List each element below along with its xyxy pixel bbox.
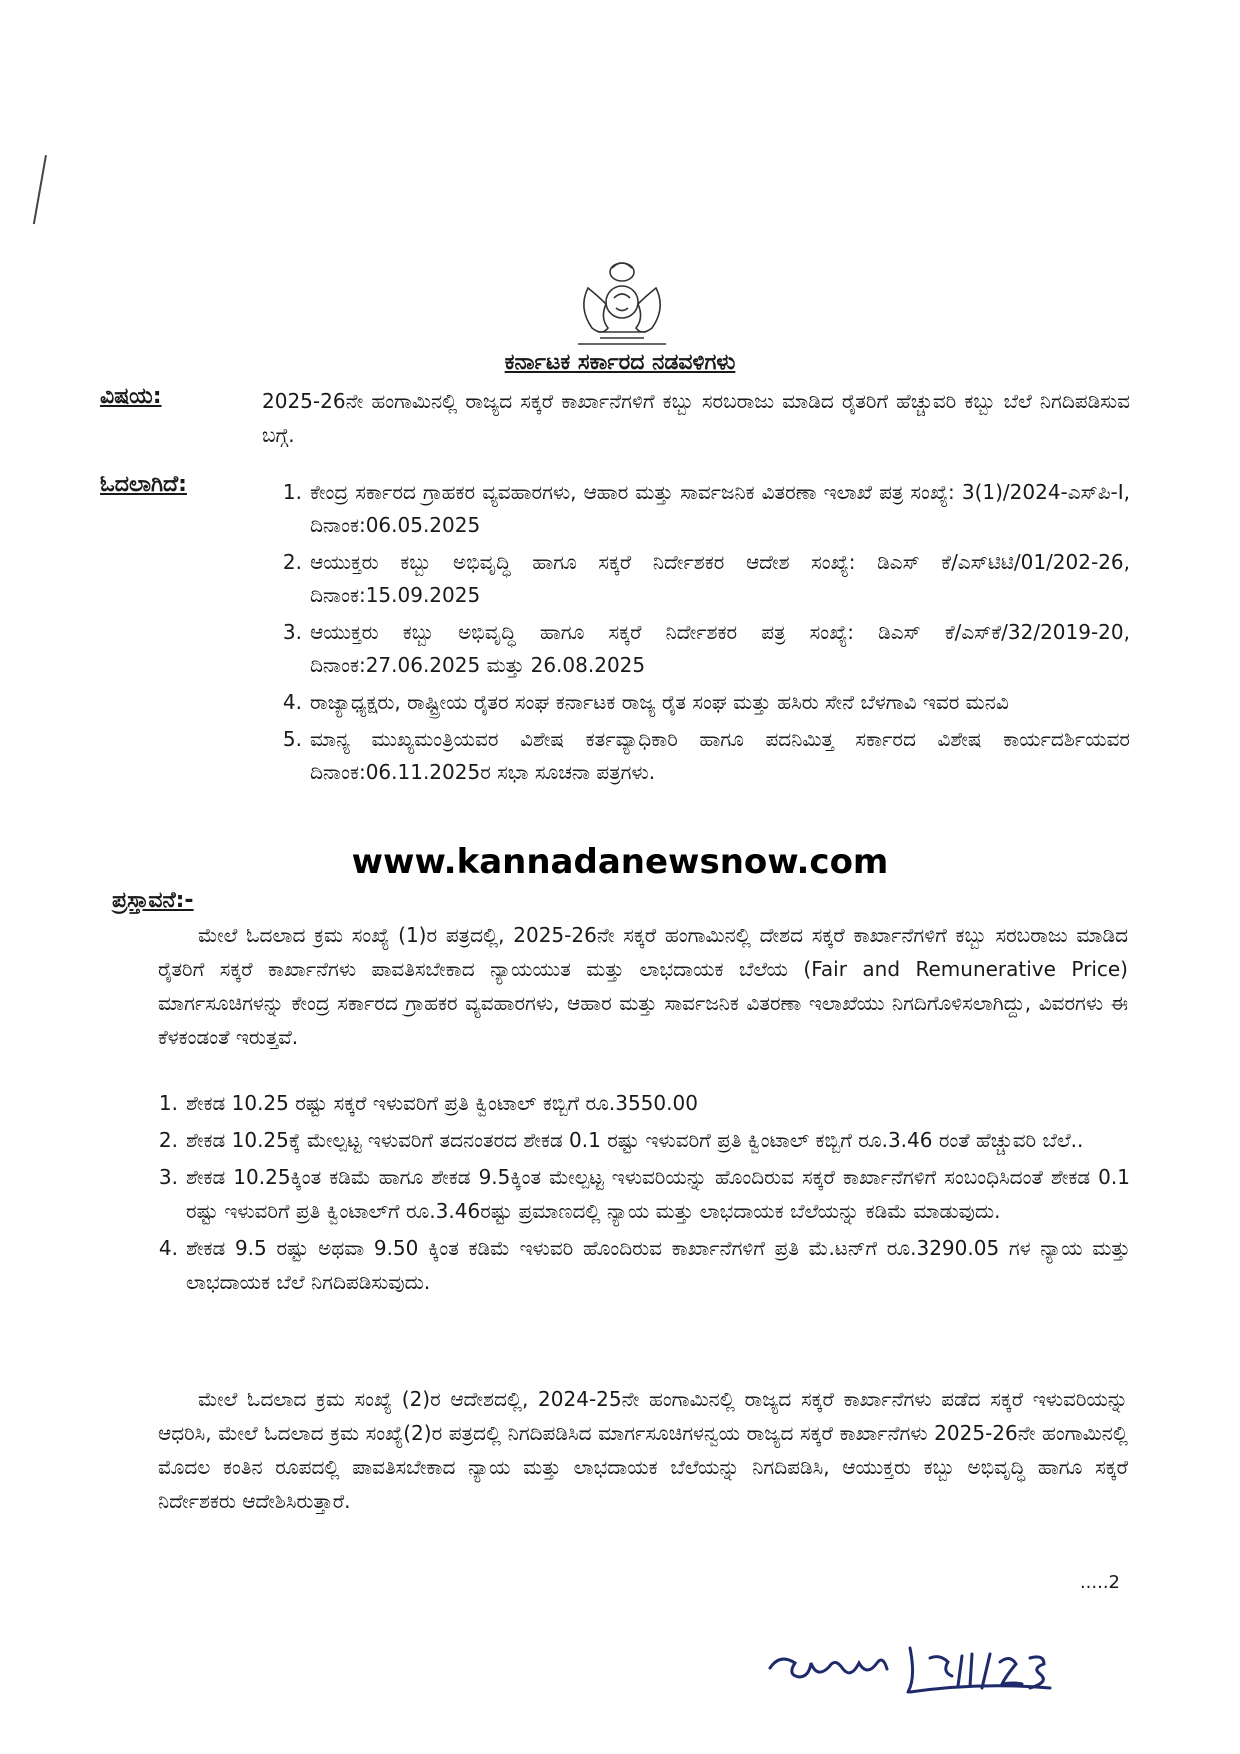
price-point-text: ಶೇಕಡ 10.25 ರಷ್ಟು ಸಕ್ಕರೆ ಇಳುವರಿಗೆ ಪ್ರತಿ ಕ್ವಿಂಟಾಲ್ ಕಬ್ಬಿಗೆ ರೂ.3550.00 bbox=[186, 1091, 698, 1115]
handwritten-signature-icon bbox=[760, 1628, 1090, 1708]
preamble-paragraph-1: ಮೇಲೆ ಓದಲಾದ ಕ್ರಮ ಸಂಖ್ಯೆ (1)ರ ಪತ್ರದಲ್ಲಿ, 2025-26ನೇ ಸಕ್ಕರೆ ಹಂಗಾಮಿನಲ್ಲಿ ದೇಶದ ಸಕ್ಕರೆ ಕಾರ್ಖಾನೆಗಳಿಗೆ ಕಬ್ಬು ಸರಬರಾಜು ಮಾಡಿದ ರೈತರಿಗೆ ಸಕ್ಕರೆ ಕಾರ್ಖಾನೆಗಳು ಪಾವತಿಸಬೇಕಾದ ನ್ಯಾಯಯುತ ಮತ್ತು ಲಾಭದಾಯಕ ಬೆಲೆಯ (Fair and Remunerative Price) ಮಾರ್ಗಸೂಚಿಗಳನ್ನು ಕೇಂದ್ರ ಸರ್ಕಾರದ ಗ್ರಾಹಕರ ವ್ಯವಹಾರಗಳು, ಆಹಾರ ಮತ್ತು ಸಾರ್ವಜನಿಕ ವಿತರಣಾ ಇಲಾಖೆಯು ನಿಗದಿಗೊಳಿಸಲಾಗಿದ್ದು, ವಿವರಗಳು ಈ ಕೆಳಕಂಡಂತೆ ಇರುತ್ತವೆ. bbox=[158, 923, 1128, 1049]
price-point-text: ಶೇಕಡ 10.25ಕ್ಕಿಂತ ಕಡಿಮೆ ಹಾಗೂ ಶೇಕಡ 9.5ಕ್ಕಿಂತ ಮೇಲ್ಪಟ್ಟ ಇಳುವರಿಯನ್ನು ಹೊಂದಿರುವ ಸಕ್ಕರೆ ಕಾರ್ಖಾನೆಗಳಿಗೆ ಸಂಬಂಧಿಸಿದಂತೆ ಶೇಕಡ 0.1 ರಷ್ಟು ಇಳುವರಿಗೆ ಪ್ರತಿ ಕ್ವಿಂಟಾಲ್‌ಗೆ ರೂ.3.46ರಷ್ಟು ಪ್ರಮಾಣದಲ್ಲಿ ನ್ಯಾಯ ಮತ್ತು ಲಾಭದಾಯಕ ಬೆಲೆಯನ್ನು ಕಡಿಮೆ ಮಾಡುವುದು. bbox=[186, 1165, 1130, 1223]
reference-number: 3. bbox=[282, 620, 302, 644]
reference-text: ರಾಜ್ಯಾಧ್ಯಕ್ಷರು, ರಾಷ್ಟ್ರೀಯ ರೈತರ ಸಂಘ ಕರ್ನಾಟಕ ರಾಜ್ಯ ರೈತ ಸಂಘ ಮತ್ತು ಹಸಿರು ಸೇನೆ ಬೆಳಗಾವಿ ಇವರ ಮನವಿ bbox=[310, 690, 1009, 714]
price-point-number: 3. bbox=[158, 1165, 178, 1189]
preamble-label: ಪ್ರಸ್ತಾವನೆ:- bbox=[112, 888, 194, 913]
price-point bbox=[150, 1160, 1130, 1228]
page-continuation-indicator: .....2 bbox=[1079, 1572, 1120, 1593]
references-label: ಓದಲಾಗಿದೆ: bbox=[100, 472, 187, 497]
price-point-number: 1. bbox=[158, 1091, 178, 1115]
subject-label: ವಿಷಯ: bbox=[100, 384, 162, 409]
price-point bbox=[150, 1086, 1130, 1120]
document-heading: ಕರ್ನಾಟಕ ಸರ್ಕಾರದ ನಡವಳಿಗಳು bbox=[504, 350, 736, 375]
reference-item bbox=[262, 546, 1130, 612]
reference-number: 5. bbox=[282, 727, 302, 751]
price-point bbox=[150, 1123, 1130, 1157]
price-point-number: 2. bbox=[158, 1128, 178, 1152]
reference-text: ಮಾನ್ಯ ಮುಖ್ಯಮಂತ್ರಿಯವರ ವಿಶೇಷ ಕರ್ತವ್ಯಾಧಿಕಾರಿ ಹಾಗೂ ಪದನಿಮಿತ್ತ ಸರ್ಕಾರದ ವಿಶೇಷ ಕಾರ್ಯದರ್ಶಿಯವರ ದಿನಾಂಕ:06.11.2025ರ ಸಭಾ ಸೂಚನಾ ಪತ್ರಗಳು. bbox=[310, 727, 1130, 784]
reference-text: ಆಯುಕ್ತರು ಕಬ್ಬು ಅಭಿವೃದ್ಧಿ ಹಾಗೂ ಸಕ್ಕರೆ ನಿರ್ದೇಶಕರ ಪತ್ರ ಸಂಖ್ಯೆ: ಡಿಎಸ್ ಕೆ/ಎಸ್‌ಕೆ/32/2019-20, ದಿನಾಂಕ:27.06.2025 ಮತ್ತು 26.08.2025 bbox=[310, 620, 1130, 677]
reference-item bbox=[262, 723, 1130, 789]
reference-number: 2. bbox=[282, 550, 302, 574]
reference-number: 4. bbox=[282, 690, 302, 714]
preamble-paragraph-2: ಮೇಲೆ ಓದಲಾದ ಕ್ರಮ ಸಂಖ್ಯೆ (2)ರ ಆದೇಶದಲ್ಲಿ, 2024-25ನೇ ಹಂಗಾಮಿನಲ್ಲಿ ರಾಜ್ಯದ ಸಕ್ಕರೆ ಕಾರ್ಖಾನೆಗಳು ಪಡೆದ ಸಕ್ಕರೆ ಇಳುವರಿಯನ್ನು ಆಧರಿಸಿ, ಮೇಲೆ ಓದಲಾದ ಕ್ರಮ ಸಂಖ್ಯೆ(2)ರ ಪತ್ರದಲ್ಲಿ ನಿಗದಿಪಡಿಸಿದ ಮಾರ್ಗಸೂಚಿಗಳನ್ವಯ ರಾಜ್ಯದ ಸಕ್ಕರೆ ಕಾರ್ಖಾನೆಗಳು 2025-26ನೇ ಹಂಗಾಮಿನಲ್ಲಿ ಮೊದಲ ಕಂತಿನ ರೂಪದಲ್ಲಿ ಪಾವತಿಸಬೇಕಾದ ನ್ಯಾಯ ಮತ್ತು ಲಾಭದಾಯಕ ಬೆಲೆಯನ್ನು ನಿಗದಿಪಡಿಸಿ, ಆಯುಕ್ತರು ಕಬ್ಬು ಅಭಿವೃದ್ಧಿ ಹಾಗೂ ಸಕ್ಕರೆ ನಿರ್ದೇಶಕರು ಆದೇಶಿಸಿರುತ್ತಾರೆ. bbox=[158, 1387, 1128, 1513]
watermark-url: www.kannadanewsnow.com bbox=[351, 842, 889, 882]
margin-pen-stroke bbox=[33, 155, 47, 224]
karnataka-state-emblem-icon bbox=[568, 258, 676, 348]
price-point-text: ಶೇಕಡ 10.25ಕ್ಕೆ ಮೇಲ್ಪಟ್ಟ ಇಳುವರಿಗೆ ತದನಂತರದ ಶೇಕಡ 0.1 ರಷ್ಟು ಇಳುವರಿಗೆ ಪ್ರತಿ ಕ್ವಿಂಟಾಲ್ ಕಬ್ಬಿಗೆ ರೂ.3.46 ರಂತೆ ಹೆಚ್ಚುವರಿ ಬೆಲೆ.. bbox=[186, 1128, 1084, 1152]
reference-number: 1. bbox=[282, 480, 302, 504]
reference-item bbox=[262, 686, 1130, 719]
price-point-number: 4. bbox=[158, 1236, 178, 1260]
price-points-list bbox=[150, 1086, 1130, 1302]
reference-item bbox=[262, 616, 1130, 682]
reference-text: ಆಯುಕ್ತರು ಕಬ್ಬು ಅಭಿವೃದ್ಧಿ ಹಾಗೂ ಸಕ್ಕರೆ ನಿರ್ದೇಶಕರ ಆದೇಶ ಸಂಖ್ಯೆ: ಡಿಎಸ್ ಕೆ/ಎಸ್‌ಟಿಟಿ/01/202-26, ದಿನಾಂಕ:15.09.2025 bbox=[310, 550, 1130, 607]
subject-text: 2025-26ನೇ ಹಂಗಾಮಿನಲ್ಲಿ ರಾಜ್ಯದ ಸಕ್ಕರೆ ಕಾರ್ಖಾನೆಗಳಿಗೆ ಕಬ್ಬು ಸರಬರಾಜು ಮಾಡಿದ ರೈತರಿಗೆ ಹೆಚ್ಚುವರಿ ಕಬ್ಬು ಬೆಲೆ ನಿಗದಿಪಡಿಸುವ ಬಗ್ಗೆ. bbox=[262, 389, 1130, 447]
price-point-text: ಶೇಕಡ 9.5 ರಷ್ಟು ಅಥವಾ 9.50 ಕ್ಕಿಂತ ಕಡಿಮೆ ಇಳುವರಿ ಹೊಂದಿರುವ ಕಾರ್ಖಾನೆಗಳಿಗೆ ಪ್ರತಿ ಮೆ.ಟನ್‌ಗೆ ರೂ.3290.05 ಗಳ ನ್ಯಾಯ ಮತ್ತು ಲಾಭದಾಯಕ ಬೆಲೆ ನಿಗದಿಪಡಿಸುವುದು. bbox=[186, 1236, 1130, 1294]
price-point bbox=[150, 1231, 1130, 1299]
references-list bbox=[262, 476, 1130, 793]
reference-item bbox=[262, 476, 1130, 542]
reference-text: ಕೇಂದ್ರ ಸರ್ಕಾರದ ಗ್ರಾಹಕರ ವ್ಯವಹಾರಗಳು, ಆಹಾರ ಮತ್ತು ಸಾರ್ವಜನಿಕ ವಿತರಣಾ ಇಲಾಖೆ ಪತ್ರ ಸಂಖ್ಯೆ: 3(1)/2024-ಎಸ್‌ಪಿ-I, ದಿನಾಂಕ:06.05.2025 bbox=[310, 480, 1130, 537]
